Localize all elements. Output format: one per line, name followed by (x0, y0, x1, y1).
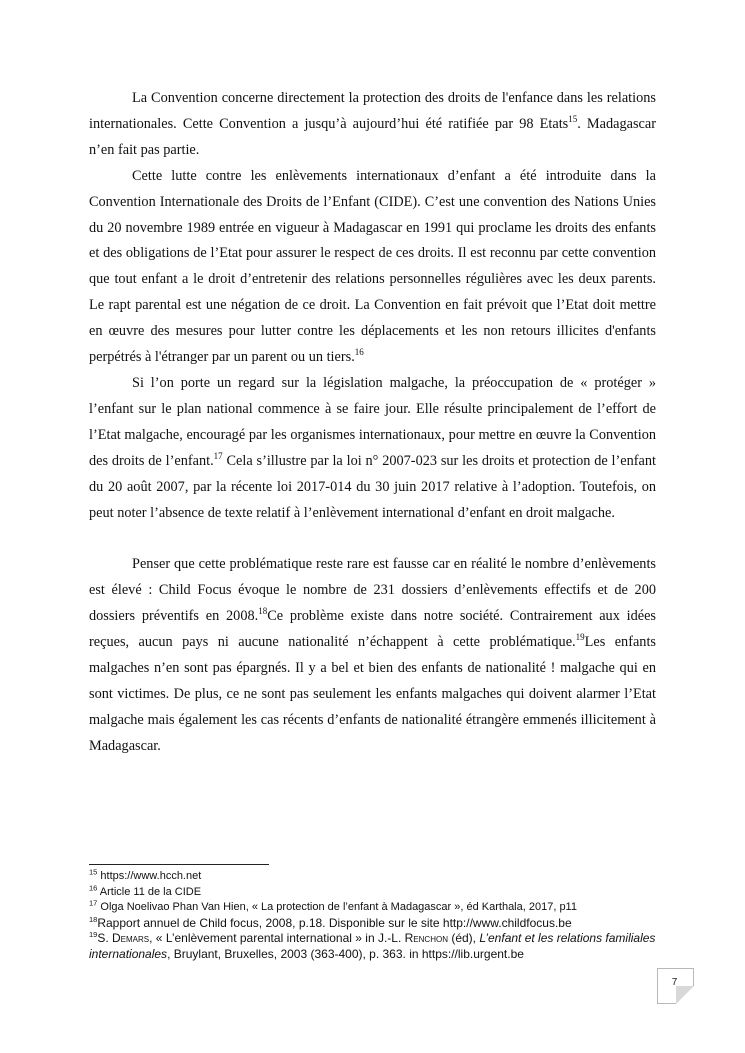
footnote-number: 15 (89, 867, 98, 877)
book-title: L’enfant et les relations familiales internationales (89, 931, 656, 961)
footnotes (89, 869, 669, 962)
body-text (89, 86, 656, 760)
footnote-ref-19[interactable]: 19 (575, 632, 585, 643)
paragraph-4-text: Penser que cette problématique reste rare est fausse car en réalité le nombre d’enlèvements est élevé : Child Focus évoque le nombre de 231 dossiers d’enlèvements effectifs et de 200 dossiers préventifs en 2008. (89, 556, 656, 625)
footnote-text: , « L’enlèvement parental international » in J.-L. (149, 931, 405, 945)
footnote-text: S. (97, 931, 113, 945)
footnote-16 (89, 882, 669, 901)
footnote-17 (89, 900, 669, 916)
footnote-number: 17 (89, 898, 98, 908)
footnote-text: , Bruylant, Bruxelles, 2003 (363-400), p. 363. in https://lib.urgent.be (167, 946, 524, 961)
paragraph-1-text: La Convention concerne directement la protection des droits de l'enfance dans les relations internationales. Cette Convention a jusqu’à aujourd’hui été ratifiée par 98 Etats (89, 90, 656, 132)
footnote-text: Rapport annuel de Child focus, 2008, p.18. Disponible sur le site http://www.childfocus.be (97, 915, 572, 930)
footnote-number: 19 (89, 930, 98, 939)
footnote-ref-15[interactable]: 15 (568, 114, 578, 125)
footnote-19 (89, 931, 669, 962)
paragraph-1-text-end: . Madagascar n’en fait pas partie. (89, 115, 656, 158)
footnote-18 (89, 916, 669, 932)
footnote-text: (éd), (447, 931, 480, 945)
paragraph-4 (89, 552, 656, 759)
footnote-text: https://www.hcch.net (97, 870, 202, 882)
footnote-ref-18[interactable]: 18 (258, 606, 268, 617)
paragraph-1 (89, 86, 656, 164)
footnote-15 (89, 869, 669, 885)
paragraph-4-text-mid: Ce problème existe dans notre société. Contrairement aux idées reçues, aucun pays ni aucune nationalité n’échappent à cette problématique. (89, 608, 656, 651)
page-number-box (657, 968, 694, 1004)
footnote-text: Article 11 de la CIDE (97, 885, 202, 898)
footnote-ref-17[interactable]: 17 (213, 450, 223, 461)
footnote-text: Olga Noelivao Phan Van Hien, « La protection de l’enfant à Madagascar », éd Karthala, 2017, p11 (97, 901, 577, 913)
paragraph-2-text: Cette lutte contre les enlèvements internationaux d’enfant a été introduite dans la Convention Internationale des Droits de l’Enfant (CIDE). C’est une convention des Nations Unies du 20 novembre 1989 entrée en vigueur à Madagascar en 1991 qui proclame les droits des enfants et des obligations de l’Etat pour assurer le respect de ces droits. Il est reconnu par cette convention que tout enfant a le droit d’entretenir des relations personnelles régulières avec les deux parents. Le rapt parental est une négation de ce droit. La Convention en fait prévoit que l’Etat doit mettre en œuvre des mesures pour lutter contre les déplacements et les non retours illicites d'enfants perpétrés à l'étranger par un parent ou un tiers. (89, 167, 656, 366)
paragraph-4-text-end: Les enfants malgaches n’en sont pas épargnés. Il y a bel et bien des enfants de nationalité ! malgache qui en sont victimes. De plus, ce ne sont pas seulement les enfants malgaches qui doivent alarmer l’Etat malgache mais également les cas récents d’enfants de nationalité étrangère emmenés illicitement à Madagascar. (89, 634, 656, 754)
page-curl-icon (676, 986, 694, 1004)
paragraph-3 (89, 371, 656, 526)
footnote-separator (89, 864, 269, 865)
author-name: Demars (112, 931, 150, 945)
paragraph-2 (89, 164, 656, 371)
paragraph-3-text: Si l’on porte un regard sur la législation malgache, la préoccupation de « protéger » l’enfant sur le plan national commence à se faire jour. Elle résulte principalement de l’effort de l’Etat malgache, encouragé par les organismes internationaux, pour mettre en œuvre la Convention des droits de l’enfant. (89, 374, 656, 469)
footnote-ref-16[interactable]: 16 (354, 347, 364, 358)
footnote-number: 18 (89, 914, 98, 924)
paragraph-3-text-end: Cela s’illustre par la loi n° 2007-023 sur les droits et protection de l’enfant du 20 août 2007, par la récente loi 2017-014 du 30 juin 2017 relative à l’adoption. Toutefois, on peut noter l’absence de texte relatif à l’enlèvement international d’enfant en droit malgache. (89, 452, 656, 521)
page-number: 7 (671, 977, 678, 988)
author-name: Renchon (404, 931, 448, 945)
footnote-number: 16 (89, 882, 98, 892)
